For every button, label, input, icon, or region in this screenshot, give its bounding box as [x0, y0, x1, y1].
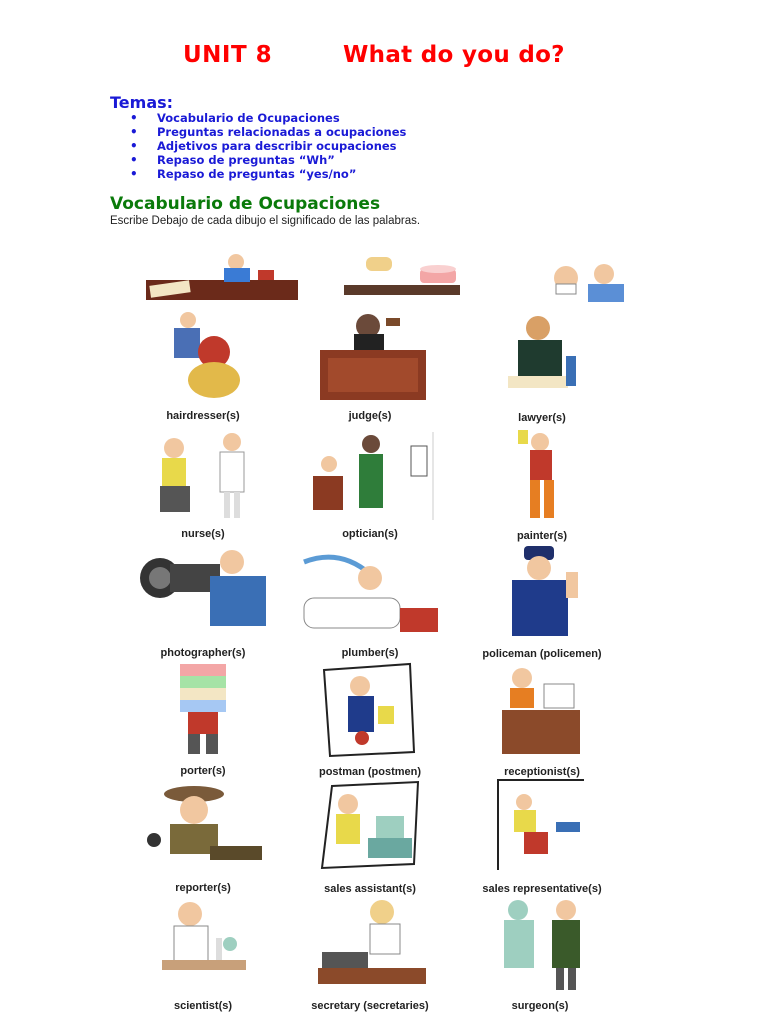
unit-label: UNIT 8 [183, 42, 273, 68]
caption: scientist(s) [173, 1000, 233, 1012]
reporter-illustration [140, 780, 266, 872]
temas-item-text: Repaso de preguntas “yes/no” [157, 167, 357, 181]
temas-item [130, 111, 406, 125]
caption: sales representative(s) [482, 883, 602, 895]
porter-illustration [174, 664, 234, 756]
caption: receptionist(s) [504, 766, 580, 778]
caption: porter(s) [180, 765, 226, 777]
temas-item-text: Repaso de preguntas “Wh” [157, 153, 335, 167]
caption: judge(s) [348, 410, 392, 422]
caption: painter(s) [516, 530, 568, 542]
vocab-heading: Vocabulario de Ocupaciones [110, 194, 381, 214]
scientist-illustration [156, 898, 248, 990]
caption: plumber(s) [341, 647, 399, 659]
instruction-text: Escribe Debajo de cada dibujo el significado de las palabras. [110, 215, 421, 227]
bullet-icon: • [130, 153, 138, 167]
bullet-icon: • [130, 139, 138, 153]
office-desk-illustration [146, 250, 298, 302]
caption: hairdresser(s) [166, 410, 240, 422]
page-title: What do you do? [343, 42, 565, 68]
temas-item [130, 167, 406, 181]
judge-illustration [318, 310, 428, 402]
hairdresser-illustration [158, 310, 248, 400]
caption: sales assistant(s) [324, 883, 416, 895]
doctor-patient-illustration [544, 258, 628, 302]
bullet-icon: • [130, 111, 138, 125]
temas-item-text: Adjetivos para describir ocupaciones [157, 139, 397, 153]
photographer-illustration [140, 546, 270, 638]
secretary-illustration [316, 898, 430, 990]
nurse-illustration [150, 430, 255, 522]
receptionist-illustration [498, 664, 584, 756]
temas-item [130, 139, 406, 153]
caption: reporter(s) [175, 882, 231, 894]
caption: photographer(s) [160, 647, 246, 659]
temas-item-text: Vocabulario de Ocupaciones [157, 111, 340, 125]
caption: postman (postmen) [318, 766, 422, 778]
bullet-icon: • [130, 125, 138, 139]
caption: policeman (policemen) [482, 648, 602, 660]
postman-illustration [322, 662, 416, 758]
policeman-illustration [502, 546, 582, 638]
temas-list [130, 111, 406, 181]
optician-illustration [303, 432, 435, 520]
cake-counter-illustration [344, 255, 460, 301]
sales-representative-illustration [494, 778, 588, 872]
bullet-icon: • [130, 167, 138, 181]
caption: surgeon(s) [511, 1000, 569, 1012]
temas-heading: Temas: [110, 93, 174, 112]
lawyer-illustration [500, 312, 580, 400]
temas-item [130, 125, 406, 139]
caption: lawyer(s) [518, 412, 566, 424]
caption: nurse(s) [181, 528, 225, 540]
caption: secretary (secretaries) [311, 1000, 429, 1012]
title-row [0, 42, 770, 76]
caption: optician(s) [342, 528, 398, 540]
surgeon-illustration [498, 898, 590, 992]
plumber-illustration [300, 548, 440, 640]
temas-item [130, 153, 406, 167]
temas-item-text: Preguntas relacionadas a ocupaciones [157, 125, 407, 139]
painter-illustration [516, 430, 576, 522]
sales-assistant-illustration [318, 780, 422, 872]
